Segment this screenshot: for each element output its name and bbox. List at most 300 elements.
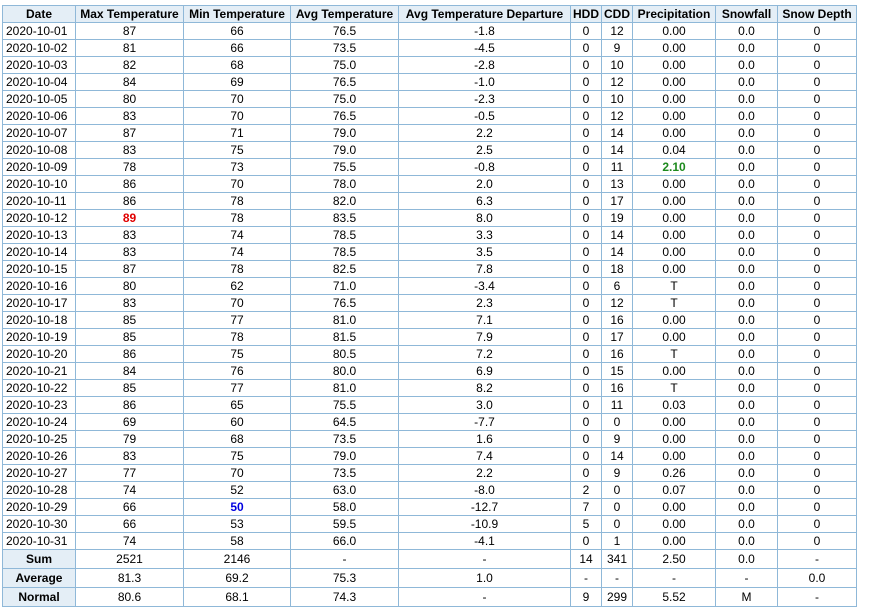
cell-hdd: 0 xyxy=(571,40,602,57)
cell-precipitation: 0.00 xyxy=(633,74,716,91)
cell-max-temp: 87 xyxy=(76,23,184,40)
cell-avg-temp-departure: -3.4 xyxy=(399,278,571,295)
cell-max-temp: 74 xyxy=(76,533,184,550)
cell-cdd: 11 xyxy=(602,397,633,414)
cell-hdd: 0 xyxy=(571,23,602,40)
cell-cdd: 12 xyxy=(602,23,633,40)
cell-snowfall: 0.0 xyxy=(716,193,778,210)
col-header-hdd: HDD xyxy=(571,6,602,23)
cell-snowfall: 0.0 xyxy=(716,482,778,499)
cell-hdd: 0 xyxy=(571,414,602,431)
summary-cell-snowfall: M xyxy=(716,588,778,607)
col-header-snowfall: Snowfall xyxy=(716,6,778,23)
cell-hdd: 0 xyxy=(571,91,602,108)
cell-hdd: 0 xyxy=(571,533,602,550)
cell-hdd: 0 xyxy=(571,261,602,278)
daily-rows xyxy=(3,23,857,550)
cell-snowfall: 0.0 xyxy=(716,261,778,278)
cell-date: 2020-10-19 xyxy=(3,329,76,346)
cell-avg-temp-departure: -1.0 xyxy=(399,74,571,91)
cell-snowfall: 0.0 xyxy=(716,40,778,57)
cell-avg-temp-departure: 3.5 xyxy=(399,244,571,261)
cell-hdd: 0 xyxy=(571,295,602,312)
cell-precipitation: 0.07 xyxy=(633,482,716,499)
cell-hdd: 0 xyxy=(571,431,602,448)
cell-precipitation: 0.00 xyxy=(633,516,716,533)
cell-snow-depth: 0 xyxy=(778,397,857,414)
cell-avg-temp-departure: -12.7 xyxy=(399,499,571,516)
cell-avg-temp: 73.5 xyxy=(291,40,399,57)
cell-cdd: 9 xyxy=(602,431,633,448)
cell-date: 2020-10-30 xyxy=(3,516,76,533)
cell-hdd: 0 xyxy=(571,193,602,210)
cell-date: 2020-10-16 xyxy=(3,278,76,295)
cell-snowfall: 0.0 xyxy=(716,159,778,176)
cell-cdd: 9 xyxy=(602,465,633,482)
col-header-avg-temp: Avg Temperature xyxy=(291,6,399,23)
cell-min-temp: 68 xyxy=(184,431,291,448)
summary-cell-snow-depth: - xyxy=(778,588,857,607)
cell-snowfall: 0.0 xyxy=(716,414,778,431)
cell-snow-depth: 0 xyxy=(778,482,857,499)
cell-cdd: 15 xyxy=(602,363,633,380)
cell-max-temp: 86 xyxy=(76,176,184,193)
cell-min-temp: 58 xyxy=(184,533,291,550)
cell-snowfall: 0.0 xyxy=(716,176,778,193)
cell-precipitation: 0.00 xyxy=(633,125,716,142)
cell-cdd: 1 xyxy=(602,533,633,550)
cell-snow-depth: 0 xyxy=(778,346,857,363)
table-row xyxy=(3,295,857,312)
cell-snowfall: 0.0 xyxy=(716,227,778,244)
cell-cdd: 11 xyxy=(602,159,633,176)
cell-precipitation: 0.00 xyxy=(633,448,716,465)
summary-cell-min-temp: 68.1 xyxy=(184,588,291,607)
cell-snow-depth: 0 xyxy=(778,431,857,448)
cell-date: 2020-10-23 xyxy=(3,397,76,414)
cell-snow-depth: 0 xyxy=(778,176,857,193)
cell-hdd: 5 xyxy=(571,516,602,533)
summary-cell-max-temp: 81.3 xyxy=(76,569,184,588)
cell-max-temp: 83 xyxy=(76,295,184,312)
cell-date: 2020-10-04 xyxy=(3,74,76,91)
summary-label: Sum xyxy=(3,550,76,569)
cell-min-temp: 78 xyxy=(184,261,291,278)
cell-min-temp: 78 xyxy=(184,193,291,210)
summary-cell-hdd: 14 xyxy=(571,550,602,569)
summary-cell-avg-temp: - xyxy=(291,550,399,569)
table-row xyxy=(3,482,857,499)
table-row xyxy=(3,261,857,278)
cell-min-temp: 75 xyxy=(184,142,291,159)
climate-table xyxy=(2,5,857,607)
cell-precipitation: 0.00 xyxy=(633,363,716,380)
cell-cdd: 16 xyxy=(602,346,633,363)
cell-max-temp: 80 xyxy=(76,278,184,295)
cell-snowfall: 0.0 xyxy=(716,91,778,108)
cell-avg-temp-departure: 2.2 xyxy=(399,125,571,142)
cell-precipitation: 0.00 xyxy=(633,91,716,108)
cell-avg-temp-departure: -4.1 xyxy=(399,533,571,550)
cell-snow-depth: 0 xyxy=(778,108,857,125)
cell-hdd: 0 xyxy=(571,108,602,125)
cell-min-temp: 71 xyxy=(184,125,291,142)
cell-avg-temp-departure: 6.9 xyxy=(399,363,571,380)
cell-max-temp: 74 xyxy=(76,482,184,499)
cell-cdd: 14 xyxy=(602,227,633,244)
cell-avg-temp-departure: 1.6 xyxy=(399,431,571,448)
cell-snow-depth: 0 xyxy=(778,448,857,465)
cell-cdd: 14 xyxy=(602,448,633,465)
table-row xyxy=(3,278,857,295)
cell-max-temp: 85 xyxy=(76,329,184,346)
col-header-snow-depth: Snow Depth xyxy=(778,6,857,23)
cell-snowfall: 0.0 xyxy=(716,312,778,329)
cell-avg-temp-departure: -0.8 xyxy=(399,159,571,176)
cell-avg-temp: 73.5 xyxy=(291,431,399,448)
cell-avg-temp-departure: -0.5 xyxy=(399,108,571,125)
cell-date: 2020-10-08 xyxy=(3,142,76,159)
summary-cell-hdd: - xyxy=(571,569,602,588)
table-row xyxy=(3,244,857,261)
cell-precipitation: 0.00 xyxy=(633,414,716,431)
cell-min-temp: 77 xyxy=(184,312,291,329)
summary-cell-cdd: 299 xyxy=(602,588,633,607)
cell-snow-depth: 0 xyxy=(778,533,857,550)
cell-precipitation: 0.00 xyxy=(633,227,716,244)
summary-cell-avg-temp-departure: 1.0 xyxy=(399,569,571,588)
cell-snow-depth: 0 xyxy=(778,193,857,210)
cell-date: 2020-10-18 xyxy=(3,312,76,329)
cell-avg-temp: 79.0 xyxy=(291,125,399,142)
cell-cdd: 12 xyxy=(602,108,633,125)
summary-cell-hdd: 9 xyxy=(571,588,602,607)
cell-avg-temp-departure: 7.4 xyxy=(399,448,571,465)
cell-min-temp: 70 xyxy=(184,91,291,108)
cell-snowfall: 0.0 xyxy=(716,108,778,125)
cell-max-temp: 77 xyxy=(76,465,184,482)
cell-hdd: 0 xyxy=(571,312,602,329)
cell-date: 2020-10-11 xyxy=(3,193,76,210)
cell-avg-temp-departure: -1.8 xyxy=(399,23,571,40)
summary-label: Average xyxy=(3,569,76,588)
cell-snowfall: 0.0 xyxy=(716,363,778,380)
summary-cell-avg-temp: 75.3 xyxy=(291,569,399,588)
cell-date: 2020-10-14 xyxy=(3,244,76,261)
cell-hdd: 0 xyxy=(571,74,602,91)
cell-cdd: 0 xyxy=(602,414,633,431)
cell-date: 2020-10-09 xyxy=(3,159,76,176)
cell-min-temp: 66 xyxy=(184,40,291,57)
cell-snow-depth: 0 xyxy=(778,125,857,142)
cell-hdd: 0 xyxy=(571,448,602,465)
cell-max-temp: 87 xyxy=(76,261,184,278)
cell-precipitation: 0.00 xyxy=(633,244,716,261)
cell-precipitation: 0.26 xyxy=(633,465,716,482)
cell-min-temp: 78 xyxy=(184,329,291,346)
cell-hdd: 0 xyxy=(571,125,602,142)
cell-min-temp: 50 xyxy=(184,499,291,516)
table-row xyxy=(3,380,857,397)
cell-date: 2020-10-15 xyxy=(3,261,76,278)
col-header-max-temp: Max Temperature xyxy=(76,6,184,23)
cell-hdd: 0 xyxy=(571,142,602,159)
cell-cdd: 9 xyxy=(602,40,633,57)
cell-avg-temp: 75.0 xyxy=(291,57,399,74)
table-row xyxy=(3,499,857,516)
cell-cdd: 10 xyxy=(602,91,633,108)
cell-snow-depth: 0 xyxy=(778,159,857,176)
cell-snowfall: 0.0 xyxy=(716,397,778,414)
cell-date: 2020-10-13 xyxy=(3,227,76,244)
cell-precipitation: T xyxy=(633,278,716,295)
cell-avg-temp: 76.5 xyxy=(291,295,399,312)
summary-cell-snow-depth: 0.0 xyxy=(778,569,857,588)
cell-precipitation: 0.03 xyxy=(633,397,716,414)
cell-avg-temp-departure: 3.3 xyxy=(399,227,571,244)
cell-max-temp: 83 xyxy=(76,227,184,244)
cell-min-temp: 69 xyxy=(184,74,291,91)
cell-date: 2020-10-10 xyxy=(3,176,76,193)
cell-avg-temp: 82.0 xyxy=(291,193,399,210)
cell-snow-depth: 0 xyxy=(778,465,857,482)
cell-snow-depth: 0 xyxy=(778,516,857,533)
cell-cdd: 14 xyxy=(602,125,633,142)
cell-max-temp: 78 xyxy=(76,159,184,176)
cell-cdd: 16 xyxy=(602,380,633,397)
cell-avg-temp-departure: 7.9 xyxy=(399,329,571,346)
cell-avg-temp-departure: 2.0 xyxy=(399,176,571,193)
cell-cdd: 0 xyxy=(602,516,633,533)
table-row xyxy=(3,125,857,142)
summary-row-average xyxy=(3,569,857,588)
cell-avg-temp-departure: -8.0 xyxy=(399,482,571,499)
cell-avg-temp: 76.5 xyxy=(291,23,399,40)
cell-snow-depth: 0 xyxy=(778,329,857,346)
summary-cell-min-temp: 69.2 xyxy=(184,569,291,588)
cell-avg-temp-departure: 7.2 xyxy=(399,346,571,363)
cell-min-temp: 70 xyxy=(184,176,291,193)
cell-max-temp: 87 xyxy=(76,125,184,142)
cell-min-temp: 75 xyxy=(184,346,291,363)
cell-avg-temp: 78.5 xyxy=(291,227,399,244)
cell-min-temp: 62 xyxy=(184,278,291,295)
cell-avg-temp-departure: 8.2 xyxy=(399,380,571,397)
cell-snowfall: 0.0 xyxy=(716,295,778,312)
cell-date: 2020-10-03 xyxy=(3,57,76,74)
table-row xyxy=(3,193,857,210)
cell-snow-depth: 0 xyxy=(778,312,857,329)
cell-date: 2020-10-31 xyxy=(3,533,76,550)
cell-min-temp: 52 xyxy=(184,482,291,499)
cell-max-temp: 83 xyxy=(76,448,184,465)
cell-avg-temp: 83.5 xyxy=(291,210,399,227)
summary-cell-avg-temp-departure: - xyxy=(399,550,571,569)
cell-snowfall: 0.0 xyxy=(716,329,778,346)
cell-hdd: 0 xyxy=(571,346,602,363)
cell-precipitation: 0.00 xyxy=(633,108,716,125)
table-row xyxy=(3,227,857,244)
cell-avg-temp: 71.0 xyxy=(291,278,399,295)
cell-max-temp: 80 xyxy=(76,91,184,108)
table-row xyxy=(3,363,857,380)
cell-avg-temp: 80.0 xyxy=(291,363,399,380)
cell-date: 2020-10-17 xyxy=(3,295,76,312)
cell-hdd: 0 xyxy=(571,176,602,193)
table-row xyxy=(3,159,857,176)
summary-cell-max-temp: 2521 xyxy=(76,550,184,569)
cell-min-temp: 77 xyxy=(184,380,291,397)
cell-snow-depth: 0 xyxy=(778,414,857,431)
cell-max-temp: 83 xyxy=(76,142,184,159)
cell-snowfall: 0.0 xyxy=(716,278,778,295)
cell-avg-temp: 81.0 xyxy=(291,380,399,397)
cell-avg-temp-departure: 7.8 xyxy=(399,261,571,278)
cell-precipitation: 0.00 xyxy=(633,210,716,227)
cell-avg-temp-departure: 3.0 xyxy=(399,397,571,414)
cell-cdd: 10 xyxy=(602,57,633,74)
cell-snow-depth: 0 xyxy=(778,278,857,295)
cell-avg-temp: 59.5 xyxy=(291,516,399,533)
cell-min-temp: 75 xyxy=(184,448,291,465)
cell-snow-depth: 0 xyxy=(778,244,857,261)
cell-cdd: 19 xyxy=(602,210,633,227)
cell-date: 2020-10-22 xyxy=(3,380,76,397)
cell-max-temp: 83 xyxy=(76,244,184,261)
summary-cell-precipitation: 5.52 xyxy=(633,588,716,607)
cell-max-temp: 85 xyxy=(76,380,184,397)
table-row xyxy=(3,57,857,74)
cell-min-temp: 78 xyxy=(184,210,291,227)
summary-cell-snowfall: 0.0 xyxy=(716,550,778,569)
cell-snow-depth: 0 xyxy=(778,142,857,159)
cell-date: 2020-10-02 xyxy=(3,40,76,57)
cell-snowfall: 0.0 xyxy=(716,448,778,465)
cell-cdd: 14 xyxy=(602,142,633,159)
cell-avg-temp-departure: -4.5 xyxy=(399,40,571,57)
cell-cdd: 14 xyxy=(602,244,633,261)
cell-avg-temp-departure: 7.1 xyxy=(399,312,571,329)
table-row xyxy=(3,74,857,91)
cell-date: 2020-10-05 xyxy=(3,91,76,108)
table-row xyxy=(3,346,857,363)
summary-cell-snow-depth: - xyxy=(778,550,857,569)
cell-avg-temp: 58.0 xyxy=(291,499,399,516)
cell-precipitation: 0.00 xyxy=(633,176,716,193)
cell-cdd: 0 xyxy=(602,482,633,499)
cell-avg-temp: 64.5 xyxy=(291,414,399,431)
cell-hdd: 2 xyxy=(571,482,602,499)
table-row xyxy=(3,516,857,533)
cell-date: 2020-10-21 xyxy=(3,363,76,380)
cell-snow-depth: 0 xyxy=(778,227,857,244)
cell-hdd: 0 xyxy=(571,57,602,74)
cell-max-temp: 82 xyxy=(76,57,184,74)
table-row xyxy=(3,431,857,448)
cell-cdd: 16 xyxy=(602,312,633,329)
cell-snowfall: 0.0 xyxy=(716,74,778,91)
cell-avg-temp: 75.0 xyxy=(291,91,399,108)
cell-date: 2020-10-12 xyxy=(3,210,76,227)
cell-snowfall: 0.0 xyxy=(716,516,778,533)
cell-avg-temp-departure: 8.0 xyxy=(399,210,571,227)
cell-min-temp: 53 xyxy=(184,516,291,533)
cell-hdd: 0 xyxy=(571,278,602,295)
cell-max-temp: 89 xyxy=(76,210,184,227)
cell-max-temp: 86 xyxy=(76,397,184,414)
cell-avg-temp: 76.5 xyxy=(291,74,399,91)
cell-hdd: 0 xyxy=(571,397,602,414)
cell-hdd: 0 xyxy=(571,159,602,176)
cell-precipitation: 0.00 xyxy=(633,40,716,57)
cell-precipitation: 2.10 xyxy=(633,159,716,176)
cell-precipitation: T xyxy=(633,295,716,312)
cell-hdd: 0 xyxy=(571,465,602,482)
cell-snowfall: 0.0 xyxy=(716,533,778,550)
cell-precipitation: 0.00 xyxy=(633,261,716,278)
col-header-date: Date xyxy=(3,6,76,23)
cell-precipitation: T xyxy=(633,346,716,363)
cell-min-temp: 70 xyxy=(184,295,291,312)
table-row xyxy=(3,40,857,57)
table-row xyxy=(3,23,857,40)
cell-snowfall: 0.0 xyxy=(716,244,778,261)
summary-cell-cdd: - xyxy=(602,569,633,588)
cell-avg-temp-departure: -7.7 xyxy=(399,414,571,431)
summary-cell-precipitation: - xyxy=(633,569,716,588)
cell-hdd: 0 xyxy=(571,210,602,227)
cell-min-temp: 74 xyxy=(184,244,291,261)
cell-avg-temp-departure: 2.2 xyxy=(399,465,571,482)
table-row xyxy=(3,142,857,159)
cell-avg-temp-departure: 6.3 xyxy=(399,193,571,210)
cell-snowfall: 0.0 xyxy=(716,431,778,448)
cell-max-temp: 84 xyxy=(76,363,184,380)
header-row xyxy=(3,6,857,23)
cell-snow-depth: 0 xyxy=(778,57,857,74)
cell-hdd: 0 xyxy=(571,244,602,261)
cell-avg-temp: 81.5 xyxy=(291,329,399,346)
col-header-cdd: CDD xyxy=(602,6,633,23)
cell-avg-temp: 78.0 xyxy=(291,176,399,193)
cell-precipitation: 0.00 xyxy=(633,193,716,210)
cell-min-temp: 65 xyxy=(184,397,291,414)
cell-hdd: 0 xyxy=(571,227,602,244)
cell-date: 2020-10-28 xyxy=(3,482,76,499)
cell-snow-depth: 0 xyxy=(778,499,857,516)
cell-precipitation: 0.00 xyxy=(633,329,716,346)
cell-cdd: 6 xyxy=(602,278,633,295)
cell-snowfall: 0.0 xyxy=(716,142,778,159)
table-row xyxy=(3,329,857,346)
cell-cdd: 12 xyxy=(602,295,633,312)
cell-cdd: 18 xyxy=(602,261,633,278)
cell-snow-depth: 0 xyxy=(778,210,857,227)
cell-snow-depth: 0 xyxy=(778,363,857,380)
cell-snowfall: 0.0 xyxy=(716,210,778,227)
cell-cdd: 12 xyxy=(602,74,633,91)
cell-min-temp: 68 xyxy=(184,57,291,74)
cell-max-temp: 66 xyxy=(76,499,184,516)
cell-avg-temp-departure: -10.9 xyxy=(399,516,571,533)
cell-snowfall: 0.0 xyxy=(716,23,778,40)
col-header-precipitation: Precipitation xyxy=(633,6,716,23)
cell-snow-depth: 0 xyxy=(778,23,857,40)
cell-snow-depth: 0 xyxy=(778,261,857,278)
cell-snowfall: 0.0 xyxy=(716,346,778,363)
cell-date: 2020-10-07 xyxy=(3,125,76,142)
cell-max-temp: 81 xyxy=(76,40,184,57)
